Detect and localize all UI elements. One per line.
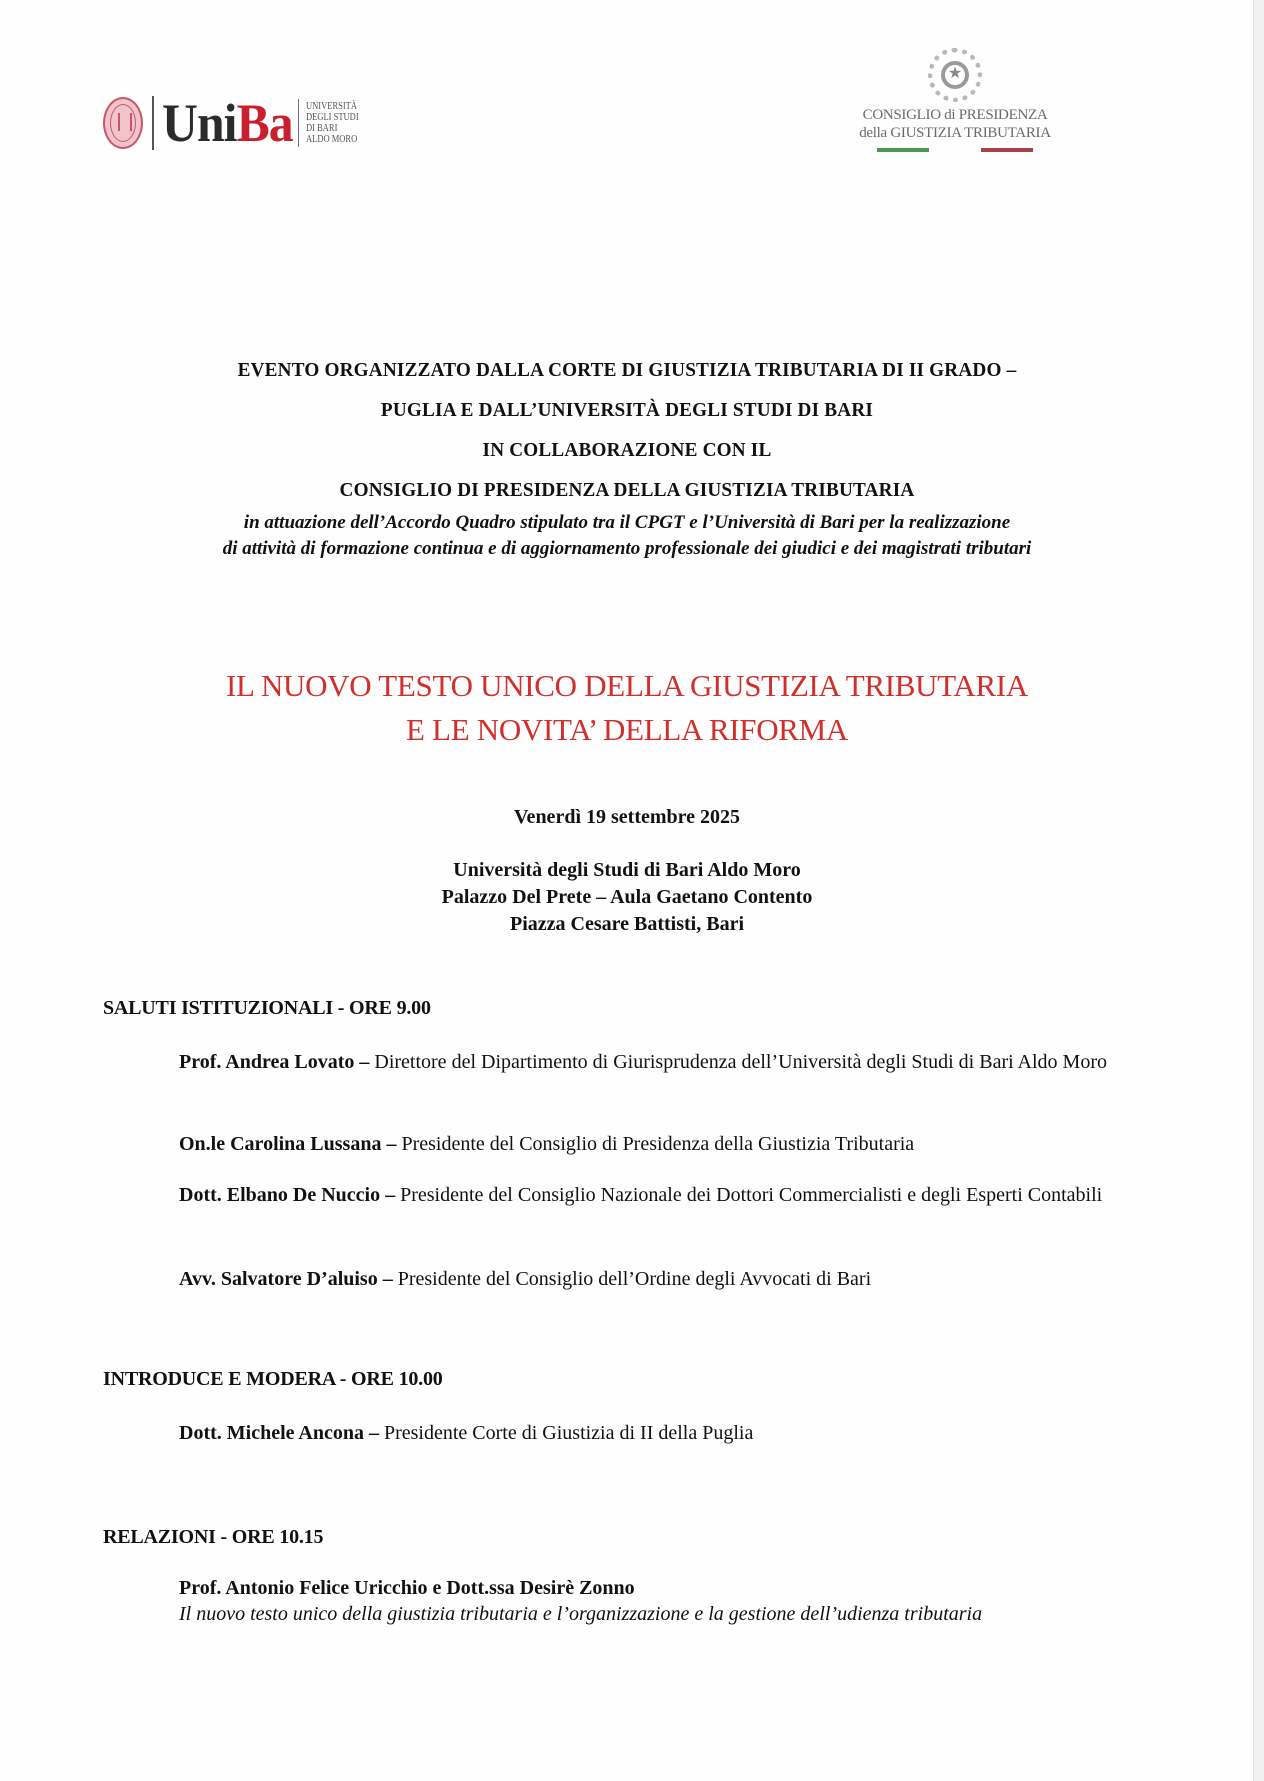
speaker-name: Avv. Salvatore D’aluiso: [179, 1268, 378, 1290]
speaker-entry: Dott. Elbano De Nuccio – Presidente del Consiglio Nazionale dei Dottori Commercialisti e degli Esperti Contabili: [179, 1184, 1103, 1206]
speaker-role: Presidente del Consiglio Nazionale dei Dottori Commercialisti e degli Esperti Contabili: [400, 1184, 1103, 1206]
speaker-role: Presidente del Consiglio di Presidenza della Giustizia Tributaria: [401, 1133, 915, 1155]
talk-entry: [179, 1575, 1179, 1627]
tricolor-bars: [877, 148, 1033, 152]
speaker-name: Prof. Andrea Lovato: [179, 1051, 355, 1073]
cpgt-logo-line1: CONSIGLIO di PRESIDENZA: [862, 107, 1048, 123]
italian-republic-emblem-icon: ★: [922, 46, 988, 106]
organizer-line: IN COLLABORAZIONE CON IL: [482, 439, 772, 461]
speaker-entry: Dott. Michele Ancona – Presidente Corte di Giustizia di II della Puglia: [179, 1422, 754, 1444]
event-title: IL NUOVO TESTO UNICO DELLA GIUSTIZIA TRIBUTARIA E LE NOVITA’ DELLA RIFORMA: [226, 668, 1028, 747]
speaker-role: Presidente del Consiglio dell’Ordine degli Avvocati di Bari: [397, 1268, 872, 1290]
university-seal-icon: [103, 97, 143, 149]
cpgt-logo-line2: della GIUSTIZIA TRIBUTARIA: [859, 125, 1051, 141]
speaker-name: Dott. Elbano De Nuccio: [179, 1184, 381, 1206]
speaker-entry: Avv. Salvatore D’aluiso – Presidente del Consiglio dell’Ordine degli Avvocati di Bari: [179, 1268, 872, 1290]
uniba-subtitle: UNIVERSITÀ DEGLI STUDI DI BARI ALDO MORO: [306, 101, 359, 145]
logo-divider: [152, 96, 154, 150]
speaker-role: Presidente Corte di Giustizia di II della Puglia: [383, 1422, 754, 1444]
talk-title: Il nuovo testo unico della giustizia tributaria e l’organizzazione e la gestione dell’udienza tributaria: [179, 1603, 983, 1625]
intro-text: in attuazione dell’Accordo Quadro stipulato tra il CPGT e l’Università di Bari per la realizzazione di attività di formazione continua e di aggiornamento professionale dei giudici e dei magistrati tributari: [222, 512, 1032, 559]
speaker-role: Direttore del Dipartimento di Giurisprudenza dell’Università degli Studi di Bari Aldo Moro: [374, 1051, 1108, 1073]
speaker-name: Prof. Antonio Felice Uricchio e Dott.ssa Desirè Zonno: [179, 1577, 635, 1599]
section-heading-modera: INTRODUCE E MODERA - ORE 10.00: [103, 1368, 443, 1390]
event-date: Venerdì 19 settembre 2025: [513, 806, 741, 828]
organizer-line: CONSIGLIO DI PRESIDENZA DELLA GIUSTIZIA TRIBUTARIA: [339, 479, 915, 501]
section-heading-relazioni: RELAZIONI - ORE 10.15: [103, 1526, 324, 1548]
speaker-name: Dott. Michele Ancona: [179, 1422, 364, 1444]
uniba-logo: [103, 93, 368, 153]
section-heading-saluti: SALUTI ISTITUZIONALI - ORE 9.00: [103, 997, 431, 1019]
event-venue: Università degli Studi di Bari Aldo Moro Palazzo Del Prete – Aula Gaetano Contento Piazza Cesare Battisti, Bari: [441, 859, 813, 935]
logo-divider: [298, 99, 299, 147]
red-bar: [981, 148, 1033, 152]
green-bar: [877, 148, 929, 152]
organizer-line: PUGLIA E DALL’UNIVERSITÀ DEGLI STUDI DI BARI: [380, 399, 874, 421]
cpgt-logo: [850, 46, 1060, 152]
organizers-block: [0, 350, 1254, 510]
uniba-wordmark: UniBa: [162, 93, 293, 153]
speaker-entry: Prof. Andrea Lovato – Direttore del Dipartimento di Giurisprudenza dell’Università degli Studi di Bari Aldo Moro: [179, 1051, 1108, 1073]
speaker-entry: On.le Carolina Lussana – Presidente del Consiglio di Presidenza della Giustizia Tributaria: [179, 1133, 915, 1155]
scrollbar[interactable]: [1253, 0, 1264, 1781]
speaker-name: On.le Carolina Lussana: [179, 1133, 382, 1155]
organizer-line: EVENTO ORGANIZZATO DALLA CORTE DI GIUSTIZIA TRIBUTARIA DI II GRADO –: [237, 359, 1017, 381]
